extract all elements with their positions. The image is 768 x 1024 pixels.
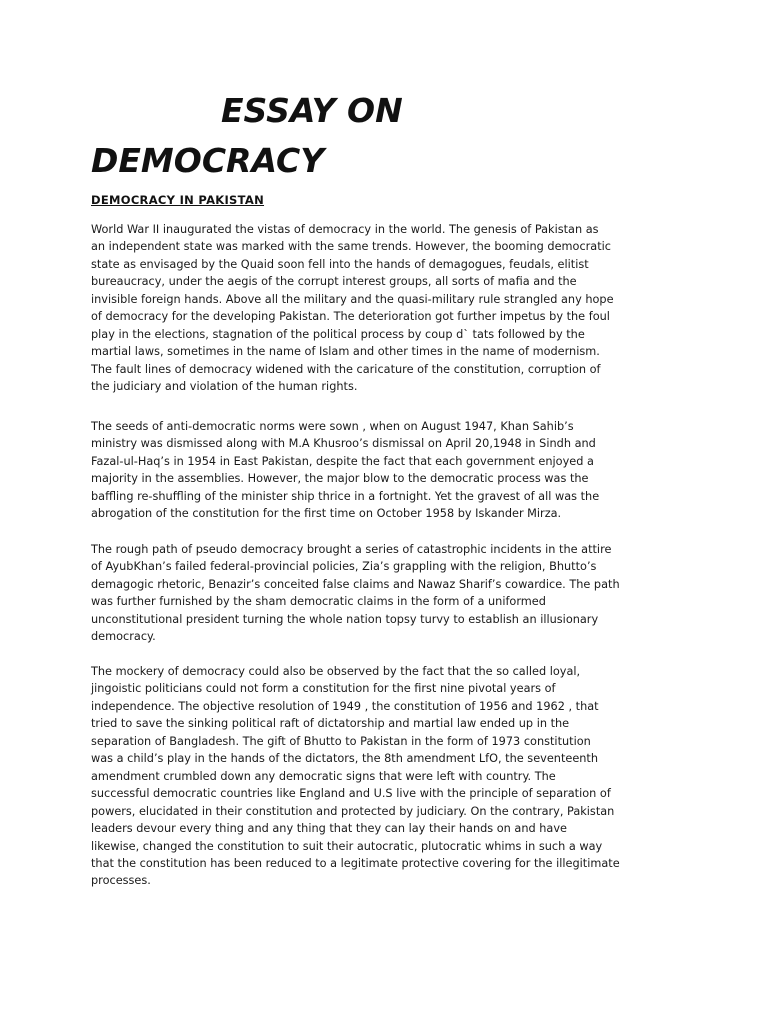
paragraph-line: The mockery of democracy could also be observed by the fact that the so called loyal,	[91, 665, 581, 678]
paragraph-line: jingoistic politicians could not form a constitution for the first nine pivotal years of	[91, 682, 556, 696]
paragraph-line: Fazal-ul-Haq’s in 1954 in East Pakistan, despite the fact that each government enjoyed a	[91, 454, 594, 468]
paragraph-line: of democracy for the developing Pakistan. The deterioration got further impetus by the foul	[91, 310, 610, 324]
paragraph-line: amendment crumbled down any democratic signs that were left with country. The	[91, 769, 556, 783]
paragraph-line: invisible foreign hands. Above all the military and the quasi-military rule strangled any hope	[91, 292, 614, 306]
paragraph-line: The fault lines of democracy widened with the caricature of the constitution, corruption of	[91, 362, 601, 376]
paragraph-line: of AyubKhan’s failed federal-provincial policies, Zia’s grappling with the religion, Bhutto’s	[91, 560, 597, 574]
paragraph-line: baffling re-shuffling of the minister ship thrice in a fortnight. Yet the gravest of all was the	[91, 489, 600, 503]
essay-title-line-1: ESSAY ON	[221, 91, 403, 130]
paragraph-line: leaders devour every thing and any thing that they can lay their hands on and have	[91, 822, 567, 836]
paragraph-1	[91, 221, 687, 396]
paragraph-2	[91, 418, 687, 523]
paragraph-line: tried to save the sinking political raft of dictatorship and martial law ended up in the	[91, 717, 570, 731]
paragraph-line: The rough path of pseudo democracy brought a series of catastrophic incidents in the attire	[91, 543, 612, 556]
paragraph-line: majority in the assemblies. However, the major blow to the democratic process was the	[91, 472, 589, 486]
paragraph-line: the judiciary and violation of the human rights.	[91, 380, 358, 394]
paragraph-line: demagogic rhetoric, Benazir’s conceited false claims and Nawaz Sharif’s cowardice. The path	[91, 577, 620, 591]
paragraph-line: separation of Bangladesh. The gift of Bhutto to Pakistan in the form of 1973 constitution	[91, 734, 591, 748]
paragraph-line: successful democratic countries like England and U.S live with the principle of separation of	[91, 787, 611, 801]
paragraph-line: democracy.	[91, 630, 156, 644]
essay-title-line-2: DEMOCRACY	[91, 141, 325, 180]
paragraph-line: abrogation of the constitution for the first time on October 1958 by Iskander Mirza.	[91, 507, 562, 521]
paragraph-line: play in the elections, stagnation of the political process by coup d` tats followed by the	[91, 327, 585, 341]
paragraph-line: powers, elucidated in their constitution and protected by judiciary. On the contrary, Pakistan	[91, 804, 615, 818]
paragraph-line: was further furnished by the sham democratic claims in the form of a uniformed	[91, 595, 546, 609]
paragraph-line: likewise, changed the constitution to suit their autocratic, plutocratic whims in such a way	[91, 839, 603, 853]
paragraph-line: unconstitutional president turning the whole nation topsy turvy to establish an illusionary	[91, 612, 599, 626]
section-heading: DEMOCRACY IN PAKISTAN	[91, 193, 265, 207]
paragraph-line: processes.	[91, 874, 151, 888]
essay-title	[91, 86, 651, 186]
paragraph-line: state as envisaged by the Quaid soon fell into the hands of demagogues, feudals, elitist	[91, 257, 589, 271]
paragraph-line: ministry was dismissed along with M.A Khusroo’s dismissal on April 20,1948 in Sindh and	[91, 437, 596, 451]
paragraph-line: The seeds of anti-democratic norms were sown , when on August 1947, Khan Sahib’s	[91, 420, 574, 433]
paragraph-line: that the constitution has been reduced to a legitimate protective covering for the illegitimate	[91, 856, 620, 870]
paragraph-line: World War II inaugurated the vistas of democracy in the world. The genesis of Pakistan as	[91, 223, 599, 236]
paragraph-line: martial laws, sometimes in the name of Islam and other times in the name of modernism.	[91, 345, 600, 359]
paragraph-4	[91, 663, 687, 890]
paragraph-line: was a child’s play in the hands of the dictators, the 8th amendment LfO, the seventeenth	[91, 752, 599, 766]
paragraph-line: an independent state was marked with the same trends. However, the booming democratic	[91, 240, 612, 254]
paragraph-line: independence. The objective resolution of 1949 , the constitution of 1956 and 1962 , that	[91, 699, 599, 713]
paragraph-3	[91, 541, 687, 646]
paragraph-line: bureaucracy, under the aegis of the corrupt interest groups, all sorts of mafia and the	[91, 275, 577, 289]
